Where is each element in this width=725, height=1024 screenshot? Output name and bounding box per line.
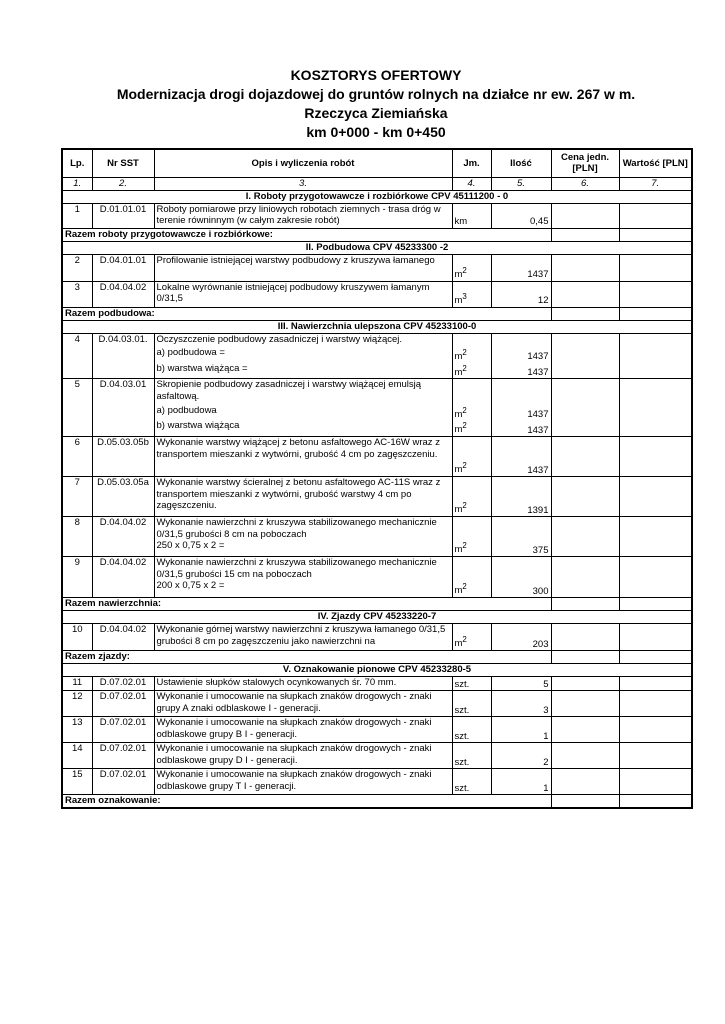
section-header: I. Roboty przygotowawcze i rozbiórkowe CPV 45111200 - 0	[62, 190, 692, 203]
table-header-row	[62, 149, 692, 177]
title-line-3: Rzeczyca Ziemiańska	[304, 105, 448, 121]
table-row: 13 D.07.02.01 Wykonanie i umocowanie na słupkach znaków drogowych - znaki odblaskowe grupy B I - generacji. szt. 1	[62, 717, 692, 743]
table-row: 3 D.04.04.02 Lokalne wyrównanie istniejącej podbudowy kruszywem łamanym 0/31,5 $m^3$ 12	[62, 281, 692, 307]
col-number: 7.	[619, 177, 692, 190]
table-row-sub: a) podbudowa $m^2$ 1437	[62, 405, 692, 421]
col-number: 5.	[491, 177, 551, 190]
title-line-2: Modernizacja drogi dojazdowej do gruntów rolnych na działce nr ew. 267 w m.	[116, 86, 636, 102]
table-row: 2 D.04.01.01 Profilowanie istniejącej warstwy podbudowy z kruszywa łamanego $m^2$ 1437	[62, 254, 692, 281]
col-number: 2.	[92, 177, 154, 190]
table-row: 11 D.07.02.01 Ustawienie słupków stalowych ocynkowanych śr. 70 mm. szt. 5	[62, 677, 692, 691]
header-opis: Opis i wyliczenia robót	[154, 149, 452, 177]
col-number: 4.	[452, 177, 491, 190]
document-title	[60, 66, 692, 142]
table-row: 9 D.04.04.02 Wykonanie nawierzchni z kruszywa stabilizowanego mechanicznie 0/31,5 grubości 15 cm na poboczach 200 x 0,75 x 2 = $m^2$ 300	[62, 557, 692, 598]
header-wartosc: Wartość [PLN]	[619, 149, 692, 177]
table-row: 1 D.01.01.01 Roboty pomiarowe przy liniowych robotach ziemnych - trasa dróg w terenie równinnym (w całym zakresie robót) km 0,45	[62, 203, 692, 228]
header-sst: Nr SST	[92, 149, 154, 177]
title-line-1: KOSZTORYS OFERTOWY	[290, 67, 462, 83]
section-sum-row: Razem roboty przygotowawcze i rozbiórkowe:	[62, 228, 692, 241]
table-row: 6 D.05.03.05b Wykonanie warstwy wiążącej z betonu asfaltowego AC-16W wraz z transportem mieszanki z wytwórni, grubość 4 cm po zagęszczeniu. $m^2$ 1437	[62, 437, 692, 477]
section-header: II. Podbudowa CPV 45233300 -2	[62, 241, 692, 254]
table-row: 15 D.07.02.01 Wykonanie i umocowanie na słupkach znaków drogowych - znaki odblaskowe grupy T I - generacji. szt. 1	[62, 769, 692, 795]
section-header: V. Oznakowanie pionowe CPV 45233280-5	[62, 664, 692, 677]
col-number: 1.	[62, 177, 92, 190]
section-sum-row: Razem nawierzchnia:	[62, 598, 692, 611]
header-ilosc: Ilość	[491, 149, 551, 177]
section-sum-row: Razem zjazdy:	[62, 651, 692, 664]
header-lp: Lp.	[62, 149, 92, 177]
cost-estimate-table	[61, 148, 693, 809]
table-row: 5 D.04.03.01 Skropienie podbudowy zasadniczej i warstwy wiążącej emulsją asfaltową.	[62, 379, 692, 405]
table-row-sub: b) warstwa wiążąca $m^2$ 1437	[62, 420, 692, 436]
col-number: 3.	[154, 177, 452, 190]
table-row: 10 D.04.04.02 Wykonanie górnej warstwy nawierzchni z kruszywa łamanego 0/31,5 grubości 8 cm po zagęszczeniu jako nawierzchni na $m^2$ 203	[62, 624, 692, 651]
table-row-sub: a) podbudowa = $m^2$ 1437	[62, 347, 692, 363]
column-numbers-row	[62, 177, 692, 190]
header-jm: Jm.	[452, 149, 491, 177]
table-row-sub: b) warstwa wiążąca = $m^2$ 1437	[62, 363, 692, 379]
table-row: 4 D.04.03.01. Oczyszczenie podbudowy zasadniczej i warstwy wiążącej.	[62, 333, 692, 347]
section-header: IV. Zjazdy CPV 45233220-7	[62, 611, 692, 624]
section-sum-row: Razem podbudowa:	[62, 307, 692, 320]
col-number: 6.	[551, 177, 619, 190]
title-line-4: km 0+000 - km 0+450	[306, 124, 446, 140]
table-row: 8 D.04.04.02 Wykonanie nawierzchni z kruszywa stabilizowanego mechanicznie 0/31,5 grubości 8 cm na poboczach 250 x 0,75 x 2 = $m^2$ 375	[62, 517, 692, 557]
table-row: 14 D.07.02.01 Wykonanie i umocowanie na słupkach znaków drogowych - znaki odblaskowe grupy D I - generacji. szt. 2	[62, 743, 692, 769]
section-header: III. Nawierzchnia ulepszona CPV 45233100-0	[62, 320, 692, 333]
table-row: 12 D.07.02.01 Wykonanie i umocowanie na słupkach znaków drogowych - znaki grupy A znaki odblaskowe I - generacji. szt. 3	[62, 691, 692, 717]
header-cena: Cena jedn. [PLN]	[551, 149, 619, 177]
table-row: 7 D.05.03.05a Wykonanie warstwy ścieralnej z betonu asfaltowego AC-11S wraz z transportem mieszanki z wytwórni, grubość warstwy 4 cm po zagęszczeniu. $m^2$ 1391	[62, 477, 692, 517]
section-sum-row: Razem oznakowanie:	[62, 795, 692, 808]
